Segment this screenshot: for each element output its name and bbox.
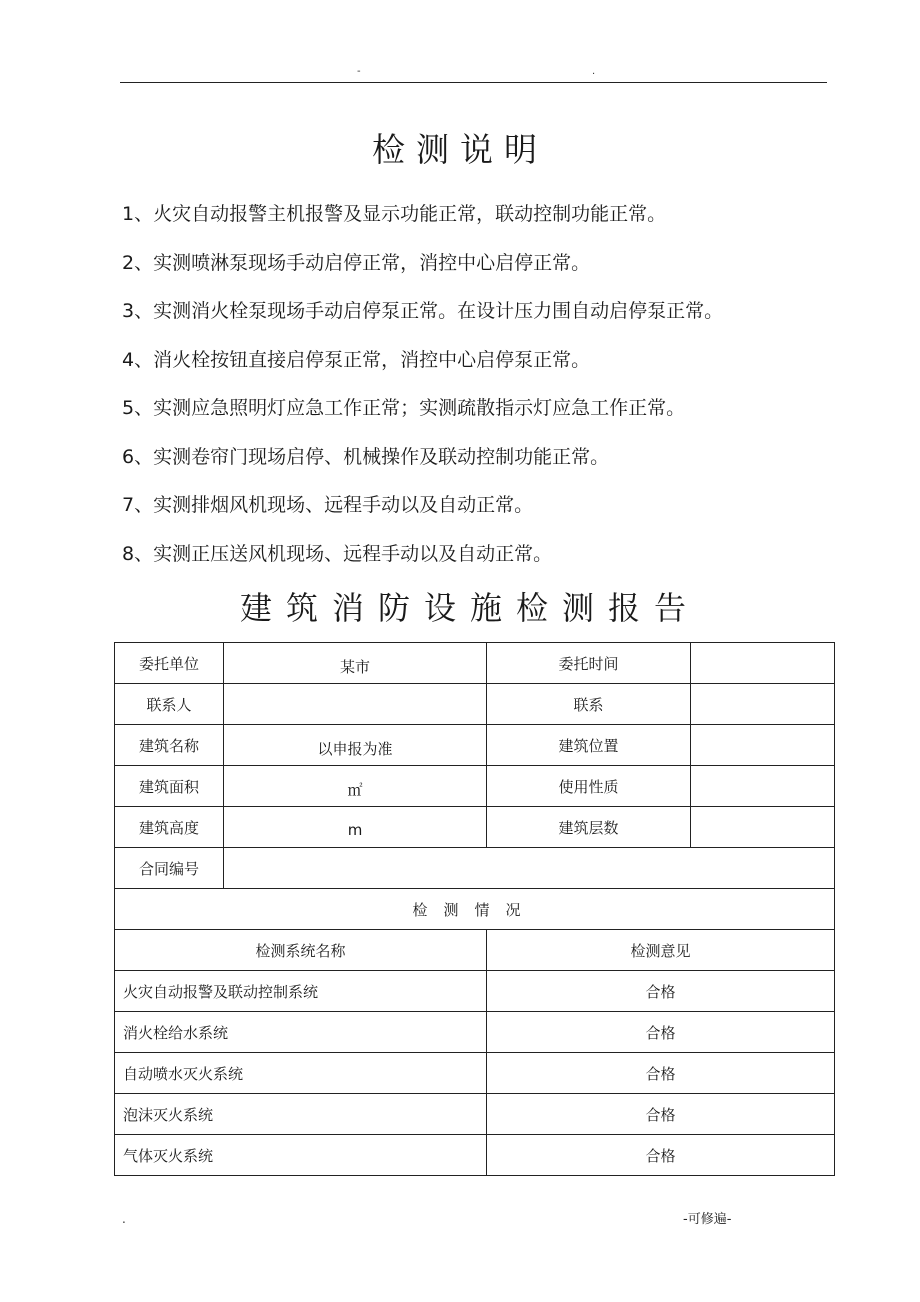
note-item-6: 6、实测卷帘门现场启停、机械操作及联动控制功能正常。 <box>122 445 610 468</box>
column-header-opinion: 检测意见 <box>487 930 835 971</box>
footer-dot: . <box>122 1212 126 1226</box>
table-row <box>115 807 835 848</box>
inspection-status-header: 检测情况 <box>115 889 835 930</box>
table-row <box>115 1012 835 1053</box>
entrust-time-label: 委托时间 <box>487 643 691 684</box>
report-table <box>114 642 835 1176</box>
floors-value <box>691 807 835 848</box>
entrust-time-value <box>691 643 835 684</box>
usage-value <box>691 766 835 807</box>
contact-label: 联系 <box>487 684 691 725</box>
table-row <box>115 684 835 725</box>
inspection-notes-list <box>122 190 842 578</box>
contact-person-label: 联系人 <box>115 684 224 725</box>
note-item-2: 2、实测喷淋泵现场手动启停正常，消控中心启停正常。 <box>122 251 591 274</box>
table-row <box>115 643 835 684</box>
column-header-system-name: 检测系统名称 <box>115 930 487 971</box>
table-row <box>115 1094 835 1135</box>
table-row <box>115 930 835 971</box>
note-item-7: 7、实测排烟风机现场、远程手动以及自动正常。 <box>122 494 534 516</box>
contact-person-value <box>224 684 487 725</box>
contact-value <box>691 684 835 725</box>
building-height-label: 建筑高度 <box>115 807 224 848</box>
entrust-unit-value: 某市 <box>224 643 487 684</box>
opinion-cell: 合格 <box>487 971 835 1012</box>
header-mark-left: - <box>357 66 361 77</box>
table-row <box>115 1135 835 1176</box>
opinion-cell: 合格 <box>487 1012 835 1053</box>
header-mark-right: . <box>592 66 596 77</box>
header-rule <box>120 82 827 83</box>
system-name-cell: 消火栓给水系统 <box>115 1012 487 1053</box>
table-row <box>115 971 835 1012</box>
building-name-label: 建筑名称 <box>115 725 224 766</box>
building-name-value: 以申报为准 <box>224 725 487 766</box>
table-row <box>115 725 835 766</box>
note-item-1: 1、火灾自动报警主机报警及显示功能正常，联动控制功能正常。 <box>122 203 667 225</box>
note-item-5: 5、实测应急照明灯应急工作正常；实测疏散指示灯应急工作正常。 <box>122 397 686 419</box>
opinion-cell: 合格 <box>487 1135 835 1176</box>
system-name-cell: 泡沫灭火系统 <box>115 1094 487 1135</box>
system-name-cell: 自动喷水灭火系统 <box>115 1053 487 1094</box>
floors-label: 建筑层数 <box>487 807 691 848</box>
building-location-label: 建筑位置 <box>487 725 691 766</box>
building-area-label: 建筑面积 <box>115 766 224 807</box>
system-name-cell: 火灾自动报警及联动控制系统 <box>115 971 487 1012</box>
building-location-value <box>691 725 835 766</box>
note-item-4: 4、消火栓按钮直接启停泵正常，消控中心启停泵正常。 <box>122 348 591 371</box>
table-row <box>115 1053 835 1094</box>
building-area-value: ㎡ <box>224 766 487 807</box>
building-height-value: m <box>224 807 487 848</box>
table-row <box>115 848 835 889</box>
entrust-unit-label: 委托单位 <box>115 643 224 684</box>
note-item-3: 3、实测消火栓泵现场手动启停泵正常。在设计压力围自动启停泵正常。 <box>122 300 724 322</box>
contract-no-value <box>224 848 835 889</box>
table-row <box>115 766 835 807</box>
table-row <box>115 889 835 930</box>
usage-label: 使用性质 <box>487 766 691 807</box>
note-item-8: 8、实测正压送风机现场、远程手动以及自动正常。 <box>122 542 553 565</box>
opinion-cell: 合格 <box>487 1094 835 1135</box>
footer-text: -可修遍- <box>683 1212 732 1227</box>
report-title: 建筑消防设施检测报告 <box>239 589 700 627</box>
system-name-cell: 气体灭火系统 <box>115 1135 487 1176</box>
contract-no-label: 合同编号 <box>115 848 224 889</box>
section-title-inspection-notes: 检测说明 <box>372 130 548 169</box>
opinion-cell: 合格 <box>487 1053 835 1094</box>
